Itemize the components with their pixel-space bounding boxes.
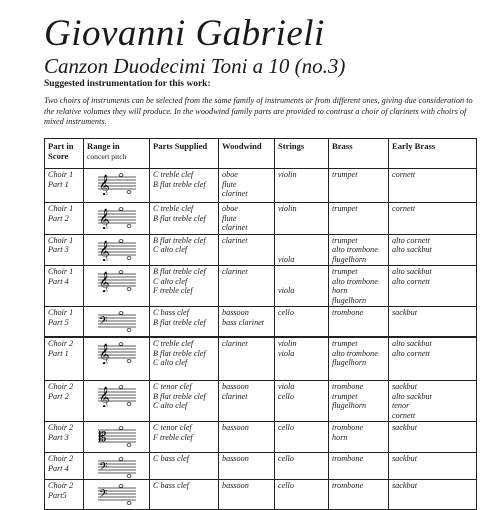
table-row — [45, 234, 477, 266]
early-brass-entry: alto sackbut — [392, 339, 432, 348]
cell-woodwind — [219, 234, 275, 266]
early-brass-entry: cornett — [392, 204, 416, 213]
cell-early-brass — [389, 203, 477, 235]
cell-strings — [275, 480, 329, 510]
cell-strings — [275, 307, 329, 337]
part-label: Part 2 — [48, 213, 69, 223]
parts-entry: C alto clef — [153, 401, 188, 410]
cell-woodwind — [219, 169, 275, 203]
cell-brass — [329, 480, 389, 510]
cell-parts — [150, 266, 219, 307]
strings-entry: cello — [278, 454, 294, 463]
cell-parts — [150, 338, 219, 381]
svg-text:𝄞: 𝄞 — [98, 240, 110, 261]
cell-brass — [329, 307, 389, 337]
parts-entry: B flat treble clef — [153, 179, 206, 189]
woodwind-entry: bassoon — [222, 454, 249, 463]
cell-strings — [275, 422, 329, 453]
parts-entry: B flat treble clef — [153, 235, 206, 245]
cell-part — [45, 453, 84, 480]
cell-woodwind — [219, 422, 275, 453]
choir-label: Choir 2 — [48, 382, 74, 391]
parts-entry: B flat treble clef — [153, 348, 206, 358]
treble-clef-icon — [97, 340, 137, 364]
cell-part — [45, 266, 84, 307]
cell-range — [84, 381, 150, 422]
part-label: Part5 — [48, 490, 67, 500]
part-label: Part 2 — [48, 391, 69, 401]
col-brass: Brass — [329, 139, 389, 169]
brass-entry: trumpet — [332, 235, 358, 245]
table-row — [45, 169, 477, 203]
suggested-heading: Suggested instrumentation for this work: — [44, 79, 211, 89]
treble-clef-icon — [97, 237, 137, 261]
cell-early-brass — [389, 422, 477, 453]
strings-entry: violin — [278, 170, 297, 179]
col-woodwind: Woodwind — [219, 139, 275, 169]
cell-parts — [150, 453, 219, 480]
brass-entry: trombone — [332, 423, 364, 432]
cell-parts — [150, 169, 219, 203]
strings-entry: cello — [278, 391, 294, 401]
part-label: Part 1 — [48, 348, 69, 358]
parts-entry: C treble clef — [153, 339, 194, 348]
parts-entry: B flat treble clef — [153, 267, 206, 276]
early-brass-entry: cornett — [392, 170, 416, 179]
brass-entry: flugelhorn — [332, 295, 367, 305]
strings-entry: viola — [278, 382, 295, 391]
part-label: Part 4 — [48, 276, 69, 286]
cell-woodwind — [219, 338, 275, 381]
treble-clef-icon — [97, 383, 137, 407]
brass-entry: alto trombone — [332, 348, 378, 358]
choir-label: Choir 1 — [48, 308, 74, 317]
parts-entry: C tenor clef — [153, 423, 192, 432]
choir-label: Choir 1 — [48, 170, 74, 179]
early-brass-entry: sackbut — [392, 382, 418, 391]
brass-entry: alto trombone — [332, 276, 378, 286]
cell-brass — [329, 453, 389, 480]
woodwind-entry: clarinet — [222, 189, 248, 198]
woodwind-entry: bassoon — [222, 481, 249, 490]
cell-brass — [329, 169, 389, 203]
cell-range — [84, 203, 150, 235]
parts-entry: C bass clef — [153, 454, 189, 463]
cell-parts — [150, 422, 219, 453]
svg-text:𝄞: 𝄞 — [98, 344, 110, 364]
strings-entry: viola — [278, 348, 295, 358]
woodwind-entry: bassoon — [222, 423, 249, 432]
part-label: Part 1 — [48, 179, 69, 189]
cell-range — [84, 453, 150, 480]
strings-entry: cello — [278, 481, 294, 490]
parts-entry: C treble clef — [153, 204, 194, 213]
cell-parts — [150, 203, 219, 235]
bass-clef-icon — [97, 455, 137, 479]
treble-clef-icon — [97, 171, 137, 195]
early-brass-entry: alto cornett — [392, 235, 430, 245]
woodwind-entry: bass clarinet — [222, 317, 265, 327]
cell-early-brass — [389, 266, 477, 307]
parts-entry: C bass clef — [153, 308, 189, 317]
cell-woodwind — [219, 381, 275, 422]
woodwind-entry: bassoon — [222, 308, 249, 317]
work-title: Canzon Duodecimi Toni a 10 (no.3) — [44, 54, 346, 78]
woodwind-entry: clarinet — [222, 267, 248, 276]
cell-part — [45, 422, 84, 453]
cell-early-brass — [389, 338, 477, 381]
brass-entry: trumpet — [332, 170, 358, 179]
part-label: Part 4 — [48, 463, 69, 473]
brass-entry: trombone — [332, 308, 364, 317]
choir-label: Choir 1 — [48, 204, 74, 213]
cell-early-brass — [389, 381, 477, 422]
cell-parts — [150, 381, 219, 422]
cell-part — [45, 480, 84, 510]
bass-clef-icon — [97, 482, 137, 506]
cell-brass — [329, 422, 389, 453]
intro-paragraph: Two choirs of instruments can be selected from the same family of instruments or from different ones, giving due consideration to the relative volumes they will produce. In the woodwind family parts are provided to contrast a choir of clarinets with choirs of mixed instruments. — [44, 96, 473, 126]
svg-text:𝄞: 𝄞 — [98, 387, 110, 407]
early-brass-entry: alto cornett — [392, 276, 430, 286]
woodwind-entry: oboe — [222, 204, 238, 213]
table-row — [45, 338, 477, 381]
parts-entry: C alto clef — [153, 276, 188, 286]
brass-entry: trumpet — [332, 391, 358, 401]
table-row — [45, 381, 477, 422]
treble-clef-icon — [97, 205, 137, 229]
parts-entry: B flat treble clef — [153, 391, 206, 401]
choir1-body — [45, 169, 477, 337]
early-brass-entry: sackbut — [392, 308, 418, 317]
composer-name: Giovanni Gabrieli — [44, 13, 325, 54]
parts-entry: C treble clef — [153, 170, 194, 179]
strings-entry: viola — [278, 254, 295, 264]
parts-entry: B flat treble clef — [153, 317, 206, 327]
cell-woodwind — [219, 480, 275, 510]
tenor-clef-icon — [97, 424, 137, 448]
part-label: Part 5 — [48, 317, 69, 327]
col-strings: Strings — [275, 139, 329, 169]
strings-entry: cello — [278, 308, 294, 317]
cell-early-brass — [389, 307, 477, 337]
parts-entry: F treble clef — [153, 432, 193, 442]
cell-woodwind — [219, 203, 275, 235]
cell-part — [45, 338, 84, 381]
choir1-table — [44, 138, 477, 337]
col-range-sub: concert pitch — [87, 152, 127, 161]
cell-parts — [150, 234, 219, 266]
early-brass-entry: sackbut — [392, 481, 418, 490]
cell-range — [84, 338, 150, 381]
cell-early-brass — [389, 480, 477, 510]
header-row — [45, 139, 477, 169]
cell-strings — [275, 203, 329, 235]
svg-text:𝄢: 𝄢 — [98, 488, 107, 503]
woodwind-entry: bassoon — [222, 382, 249, 391]
strings-entry: violin — [278, 204, 297, 213]
strings-entry: cello — [278, 423, 294, 432]
cell-brass — [329, 266, 389, 307]
cell-part — [45, 169, 84, 203]
treble-clef-icon — [97, 268, 137, 292]
cell-early-brass — [389, 234, 477, 266]
col-early-brass: Early Brass — [389, 139, 477, 169]
brass-entry: alto trombone — [332, 245, 378, 254]
woodwind-entry: clarinet — [222, 339, 248, 348]
svg-text:𝄞: 𝄞 — [98, 175, 110, 195]
cell-strings — [275, 169, 329, 203]
part-label: Part 3 — [48, 432, 69, 442]
early-brass-entry: cornett — [392, 410, 416, 420]
table-row — [45, 480, 477, 510]
cell-part — [45, 203, 84, 235]
brass-entry: trumpet — [332, 204, 358, 213]
strings-entry: violin — [278, 339, 297, 348]
cell-part — [45, 381, 84, 422]
cell-parts — [150, 480, 219, 510]
cell-strings — [275, 338, 329, 381]
part-label: Part 3 — [48, 245, 69, 254]
choir2-body — [45, 338, 477, 510]
table-row — [45, 453, 477, 480]
col-parts-supplied: Parts Supplied — [150, 139, 219, 169]
svg-text:𝄢: 𝄢 — [98, 315, 107, 330]
cell-woodwind — [219, 266, 275, 307]
woodwind-entry: oboe — [222, 170, 238, 179]
choir-label: Choir 1 — [48, 267, 74, 276]
table-row — [45, 307, 477, 337]
choir-label: Choir 2 — [48, 454, 74, 463]
brass-entry: trumpet — [332, 339, 358, 348]
parts-entry: C alto clef — [153, 358, 188, 367]
cell-range — [84, 234, 150, 266]
brass-entry: trumpet — [332, 267, 358, 276]
cell-part — [45, 234, 84, 266]
choir-label: Choir 1 — [48, 235, 74, 245]
brass-entry: horn — [332, 432, 348, 442]
choir-label: Choir 2 — [48, 339, 74, 348]
brass-entry: flugelhorn — [332, 358, 367, 367]
table-row — [45, 203, 477, 235]
cell-strings — [275, 381, 329, 422]
col-range: Range in concert pitch — [84, 139, 150, 169]
col-part: Part in Score — [45, 139, 84, 169]
svg-text:𝄞: 𝄞 — [98, 272, 110, 292]
table-row — [45, 422, 477, 453]
early-brass-entry: sackbut — [392, 423, 418, 432]
woodwind-entry: clarinet — [222, 391, 248, 401]
brass-entry: horn — [332, 286, 348, 295]
choir-label: Choir 2 — [48, 423, 74, 432]
parts-entry: F treble clef — [153, 286, 193, 295]
early-brass-entry: sackbut — [392, 454, 418, 463]
cell-early-brass — [389, 453, 477, 480]
cell-strings — [275, 234, 329, 266]
brass-entry: flugelhorn — [332, 254, 367, 264]
parts-entry: C alto clef — [153, 245, 188, 254]
parts-entry: B flat treble clef — [153, 213, 206, 223]
brass-entry: trombone — [332, 382, 364, 391]
woodwind-entry: flute — [222, 213, 237, 223]
cell-woodwind — [219, 453, 275, 480]
cell-brass — [329, 338, 389, 381]
cell-range — [84, 307, 150, 337]
brass-entry: trombone — [332, 454, 364, 463]
cell-strings — [275, 453, 329, 480]
early-brass-entry: alto sackbut — [392, 267, 432, 276]
choir-label: Choir 2 — [48, 481, 74, 490]
bass-clef-icon — [97, 309, 137, 333]
woodwind-entry: flute — [222, 179, 237, 189]
strings-entry: viola — [278, 286, 295, 295]
cell-early-brass — [389, 169, 477, 203]
early-brass-entry: alto sackbut — [392, 391, 432, 401]
early-brass-entry: alto cornett — [392, 348, 430, 358]
cell-part — [45, 307, 84, 337]
brass-entry: flugelhorn — [332, 401, 367, 410]
woodwind-entry: clarinet — [222, 235, 248, 245]
choir2-table — [44, 337, 477, 510]
cell-range — [84, 169, 150, 203]
cell-strings — [275, 266, 329, 307]
cell-range — [84, 480, 150, 510]
svg-text:𝄢: 𝄢 — [98, 461, 107, 476]
cell-brass — [329, 234, 389, 266]
cell-range — [84, 266, 150, 307]
table-row — [45, 266, 477, 307]
brass-entry: trombone — [332, 481, 364, 490]
cell-brass — [329, 203, 389, 235]
early-brass-entry: alto sackbut — [392, 245, 432, 254]
svg-text:𝄞: 𝄞 — [98, 209, 110, 229]
svg-text:𝄡: 𝄡 — [98, 430, 106, 445]
cell-range — [84, 422, 150, 453]
cell-woodwind — [219, 307, 275, 337]
cell-parts — [150, 307, 219, 337]
parts-entry: C tenor clef — [153, 382, 192, 391]
cell-brass — [329, 381, 389, 422]
woodwind-entry: clarinet — [222, 223, 248, 232]
early-brass-entry: tenor — [392, 401, 410, 410]
parts-entry: C bass clef — [153, 481, 189, 490]
